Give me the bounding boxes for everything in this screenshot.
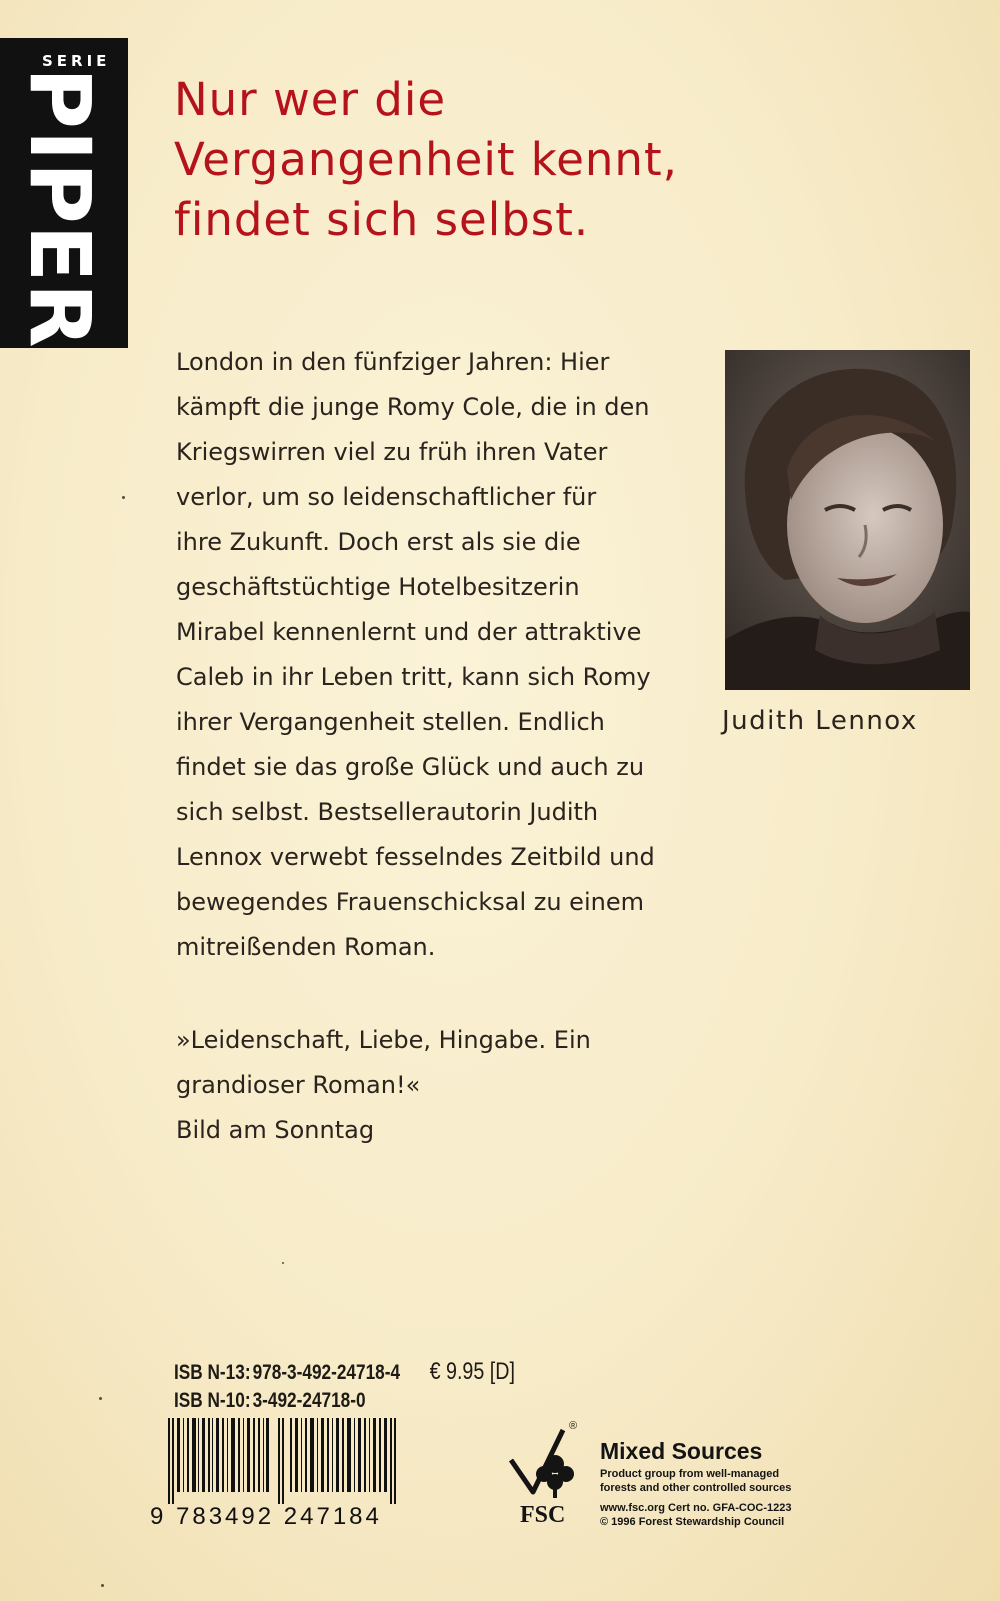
blurb-line: kämpft die junge Romy Cole, die in den — [176, 393, 650, 421]
fsc-title: Mixed Sources — [600, 1438, 763, 1464]
headline — [174, 70, 934, 250]
isbn13-value: 978-3-492-24718-4 — [252, 1361, 401, 1384]
isbn-block — [174, 1358, 515, 1415]
barcode — [150, 1418, 415, 1534]
author-photo — [725, 350, 970, 690]
fsc-wordmark: FSC — [520, 1502, 566, 1528]
blurb-line: findet sie das große Glück und auch zu — [176, 753, 645, 781]
blurb-text — [176, 340, 696, 970]
quote-source: Bild am Sonntag — [176, 1116, 375, 1144]
press-quote — [176, 1018, 696, 1153]
headline-line: Vergangenheit kennt, — [174, 133, 678, 186]
fsc-line: forests and other controlled sources — [600, 1482, 792, 1494]
blurb-line: geschäftstüchtige Hotelbesitzerin — [176, 573, 580, 601]
isbn10-label: ISB N-10: — [174, 1389, 251, 1412]
blurb-line: mitreißenden Roman. — [176, 933, 436, 961]
blurb-line: bewegendes Frauenschicksal zu einem — [176, 888, 644, 916]
isbn13-label: ISB N-13: — [174, 1361, 251, 1384]
isbn13-row — [174, 1358, 515, 1387]
fsc-line: © 1996 Forest Stewardship Council — [600, 1516, 785, 1528]
blurb-line: London in den fünfziger Jahren: Hier — [176, 348, 610, 376]
paper-speck — [122, 496, 125, 499]
blurb-line: Caleb in ihr Leben tritt, kann sich Romy — [176, 663, 651, 691]
blurb-line: Kriegswirren viel zu früh ihren Vater — [176, 438, 608, 466]
headline-line: findet sich selbst. — [174, 193, 590, 246]
registered-mark: ® — [569, 1420, 578, 1432]
fsc-logo-block — [505, 1422, 865, 1542]
fsc-line: www.fsc.org Cert no. GFA-COC-1223 — [600, 1502, 792, 1514]
paper-speck — [99, 1397, 102, 1400]
paper-speck — [282, 1262, 284, 1264]
isbn10-row — [174, 1387, 515, 1415]
series-label: SERIE — [42, 52, 111, 70]
price: € 9.95 [D] — [429, 1358, 515, 1385]
quote-line: grandioser Roman!« — [176, 1071, 421, 1099]
blurb-line: ihre Zukunft. Doch erst als sie die — [176, 528, 581, 556]
blurb-line: ihrer Vergangenheit stellen. Endlich — [176, 708, 605, 736]
headline-line: Nur wer die — [174, 73, 447, 126]
isbn10-value: 3-492-24718-0 — [252, 1389, 366, 1412]
barcode-digits: 9 783492 247184 — [150, 1503, 382, 1530]
blurb-line: sich selbst. Bestsellerautorin Judith — [176, 798, 599, 826]
blurb-line: Lennox verwebt fesselndes Zeitbild und — [176, 843, 655, 871]
barcode-bars — [150, 1418, 415, 1504]
publisher-logo: PIPER — [11, 67, 109, 349]
quote-line: »Leidenschaft, Liebe, Hingabe. Ein — [176, 1026, 591, 1054]
author-photo-image — [725, 350, 970, 690]
author-caption: Judith Lennox — [722, 706, 918, 736]
paper-speck — [101, 1584, 104, 1587]
blurb-line: Mirabel kennenlernt und der attraktive — [176, 618, 642, 646]
fsc-line: Product group from well-managed — [600, 1468, 780, 1480]
fsc-tree-icon — [505, 1422, 595, 1508]
blurb-line: verlor, um so leidenschaftlicher für — [176, 483, 597, 511]
